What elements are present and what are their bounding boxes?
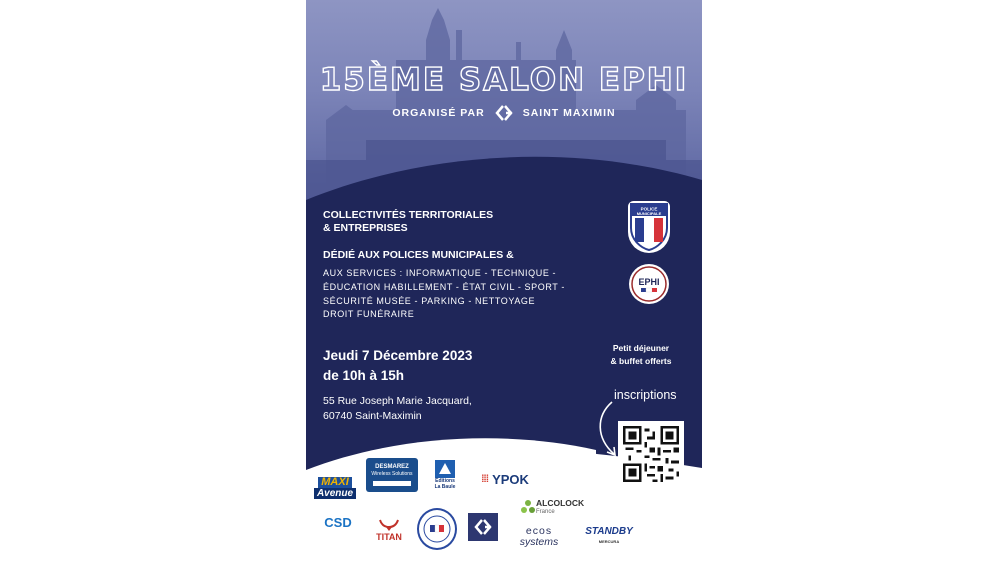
bull-horns-icon [378,518,400,532]
ypok-dots-icon: ⁞⁞⁞ [481,473,489,485]
editions-emblem-icon [435,460,455,478]
titan-logo [370,512,408,548]
police-shield-icon [629,202,669,252]
audience-heading-2: & ENTREPRISES [323,222,408,234]
ephi-badge [629,264,669,304]
editions-text: Éditions [435,478,455,484]
police-badge-line2: MUNICIPALE [636,211,662,216]
ypok-text: YPOK [492,471,529,487]
registration-qr-code[interactable] [618,421,684,487]
ecos-systems-logo [511,524,567,550]
address-line-1: 55 Rue Joseph Marie Jacquard, [323,395,472,407]
alcolock-logo [520,497,610,519]
desmarez-logo [366,458,418,492]
services-line: ÉDUCATION HABILLEMENT - ÉTAT CIVIL - SPORT - [323,281,565,292]
la-baule-text: La Baule [434,484,456,490]
ecos-text: ecos [525,525,553,537]
services-line: SÉCURITÉ MUSÉE - PARKING - NETTOYAGE [323,295,536,306]
event-title: 15ÈME SALON EPHI [319,62,689,98]
maxi-avenue-logo [313,476,357,500]
event-poster [306,0,702,562]
event-address [323,394,472,424]
poster-content [306,0,702,562]
standby-text: STANDBY [585,526,633,537]
editions-la-baule-logo [432,455,458,495]
alcolock-text: ALCOLOCK [536,498,585,508]
csd-text: CSD [324,515,352,530]
association-seal-logo [417,508,457,550]
ypok-logo [470,470,540,488]
desmarez-tagline: Wireless Solutions [371,471,413,477]
ephi-seal-icon [630,265,668,303]
gk-saint-maximin-logo [466,511,500,543]
dedicated-heading: DÉDIÉ AUX POLICES MUNICIPALES & [323,249,514,261]
breakfast-offer [596,342,686,368]
gk-logo-icon [472,518,494,536]
police-badge-line1: POLICE [640,206,658,212]
avenue-text: Avenue [314,488,356,499]
event-date [323,346,472,386]
police-municipale-badge [628,201,670,253]
services-line: AUX SERVICES : INFORMATIQUE - TECHNIQUE - [323,268,557,278]
organised-by-label: ORGANISÉ PAR [392,107,485,119]
desmarez-name: DESMAREZ [375,464,409,470]
offer-line-2: & buffet offerts [610,356,672,366]
qr-code-icon [623,426,679,482]
date-line: Jeudi 7 Décembre 2023 [323,348,473,363]
alcolock-country: France [536,509,555,515]
association-seal-icon [422,514,452,544]
alcolock-emblem-icon [521,499,535,515]
time-line: de 10h à 15h [323,368,405,383]
services-list [323,267,593,322]
organiser-name: SAINT MAXIMIN [522,107,616,119]
standby-logo [574,528,644,546]
motorola-logo [373,481,411,486]
services-line: DROIT FUNÉRAIRE [323,309,415,320]
standby-sub: MERCURA [598,539,620,544]
titan-text: TITAN [376,532,402,542]
address-line-2: 60740 Saint-Maximin [323,410,422,422]
audience-heading-1: COLLECTIVITÉS TERRITORIALES [323,209,494,221]
ephi-badge-text: EPHI [638,277,660,287]
inscriptions-label: inscriptions [614,388,677,402]
offer-line-1: Petit déjeuner [612,343,670,353]
maxi-text: MAXI [318,477,352,488]
csd-logo [314,517,362,541]
systems-text: systems [519,536,559,548]
csd-tagline-bar [338,529,339,541]
